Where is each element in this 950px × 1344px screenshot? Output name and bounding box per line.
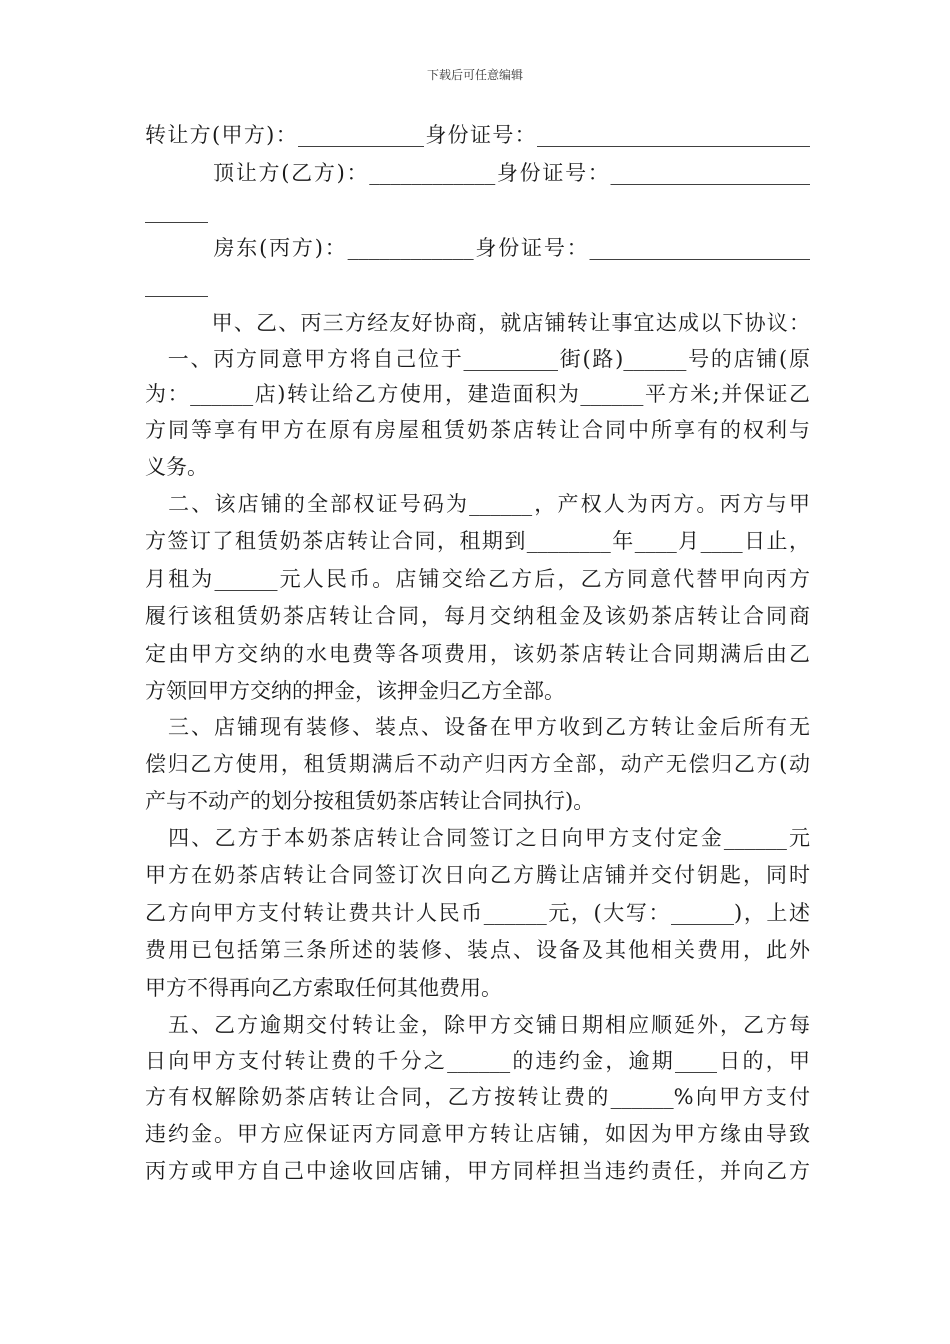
page-header: 下载后可任意编辑 <box>426 68 523 82</box>
clause-1-line: 方同等享有甲方在原有房屋租赁奶茶店转让合同中所享有的权利与 <box>145 418 810 442</box>
party-b-line-cont: ______ <box>145 199 208 223</box>
clause-2-line: 履行该租赁奶茶店转让合同，每月交纳租金及该奶茶店转让合同商 <box>145 604 810 628</box>
clause-2-line: 二、该店铺的全部权证号码为______，产权人为丙方。丙方与甲 <box>145 492 810 516</box>
clause-2-line: 方领回甲方交纳的押金，该押金归乙方全部。 <box>145 679 565 703</box>
clause-4-line: 甲方在奶茶店转让合同签订次日向乙方腾让店铺并交付钥匙，同时 <box>145 863 810 887</box>
clause-2-line: 方签订了租赁奶茶店转让合同，租期到________年____月____日止， <box>145 529 810 553</box>
clause-3-line: 产与不动产的划分按租赁奶茶店转让合同执行)。 <box>145 789 595 813</box>
party-c-line-cont: ______ <box>145 273 208 297</box>
clause-4-line: 四、乙方于本奶茶店转让合同签订之日向甲方支付定金______元 <box>145 826 810 850</box>
clause-5-line: 方有权解除奶茶店转让合同，乙方按转让费的______%向甲方支付 <box>145 1085 810 1109</box>
clause-4-line: 乙方向甲方支付转让费共计人民币______元，(大写：______)，上述 <box>145 901 810 925</box>
party-b-line: 顶让方(乙方)：____________身份证号：___________________ <box>145 161 810 185</box>
party-c-line: 房东(丙方)：____________身份证号：_____________________ <box>145 236 810 260</box>
clause-5-line: 日向甲方支付转让费的千分之______的违约金，逾期____日的，甲 <box>145 1049 810 1073</box>
clause-5-line: 违约金。甲方应保证丙方同意甲方转让店铺，如因为甲方缘由导致 <box>145 1122 810 1146</box>
clause-4-line: 费用已包括第三条所述的装修、装点、设备及其他相关费用，此外 <box>145 938 810 962</box>
clause-4-line: 甲方不得再向乙方索取任何其他费用。 <box>145 976 502 1000</box>
clause-3-line: 偿归乙方使用，租赁期满后不动产归丙方全部，动产无偿归乙方(动 <box>145 752 810 776</box>
clause-2-line: 月租为______元人民币。店铺交给乙方后，乙方同意代替甲向丙方 <box>145 567 810 591</box>
clause-5-line: 五、乙方逾期交付转让金，除甲方交铺日期相应顺延外，乙方每 <box>145 1013 810 1037</box>
clause-1-line: 为：______店)转让给乙方使用，建造面积为______平方米;并保证乙 <box>145 382 810 406</box>
party-a-line: 转让方(甲方)：____________身份证号：__________________________ <box>145 123 810 147</box>
clause-1-line: 义务。 <box>145 455 208 479</box>
clause-1-line: 一、丙方同意甲方将自己位于_________街(路)______号的店铺(原 <box>145 347 810 371</box>
clause-2-line: 定由甲方交纳的水电费等各项费用，该奶茶店转让合同期满后由乙 <box>145 642 810 666</box>
intro-text: 甲、乙、丙三方经友好协商，就店铺转让事宜达成以下协议： <box>145 311 810 335</box>
clause-3-line: 三、店铺现有装修、装点、设备在甲方收到乙方转让金后所有无 <box>145 715 810 739</box>
clause-5-line: 丙方或甲方自己中途收回店铺，甲方同样担当违约责任，并向乙方 <box>145 1159 810 1183</box>
